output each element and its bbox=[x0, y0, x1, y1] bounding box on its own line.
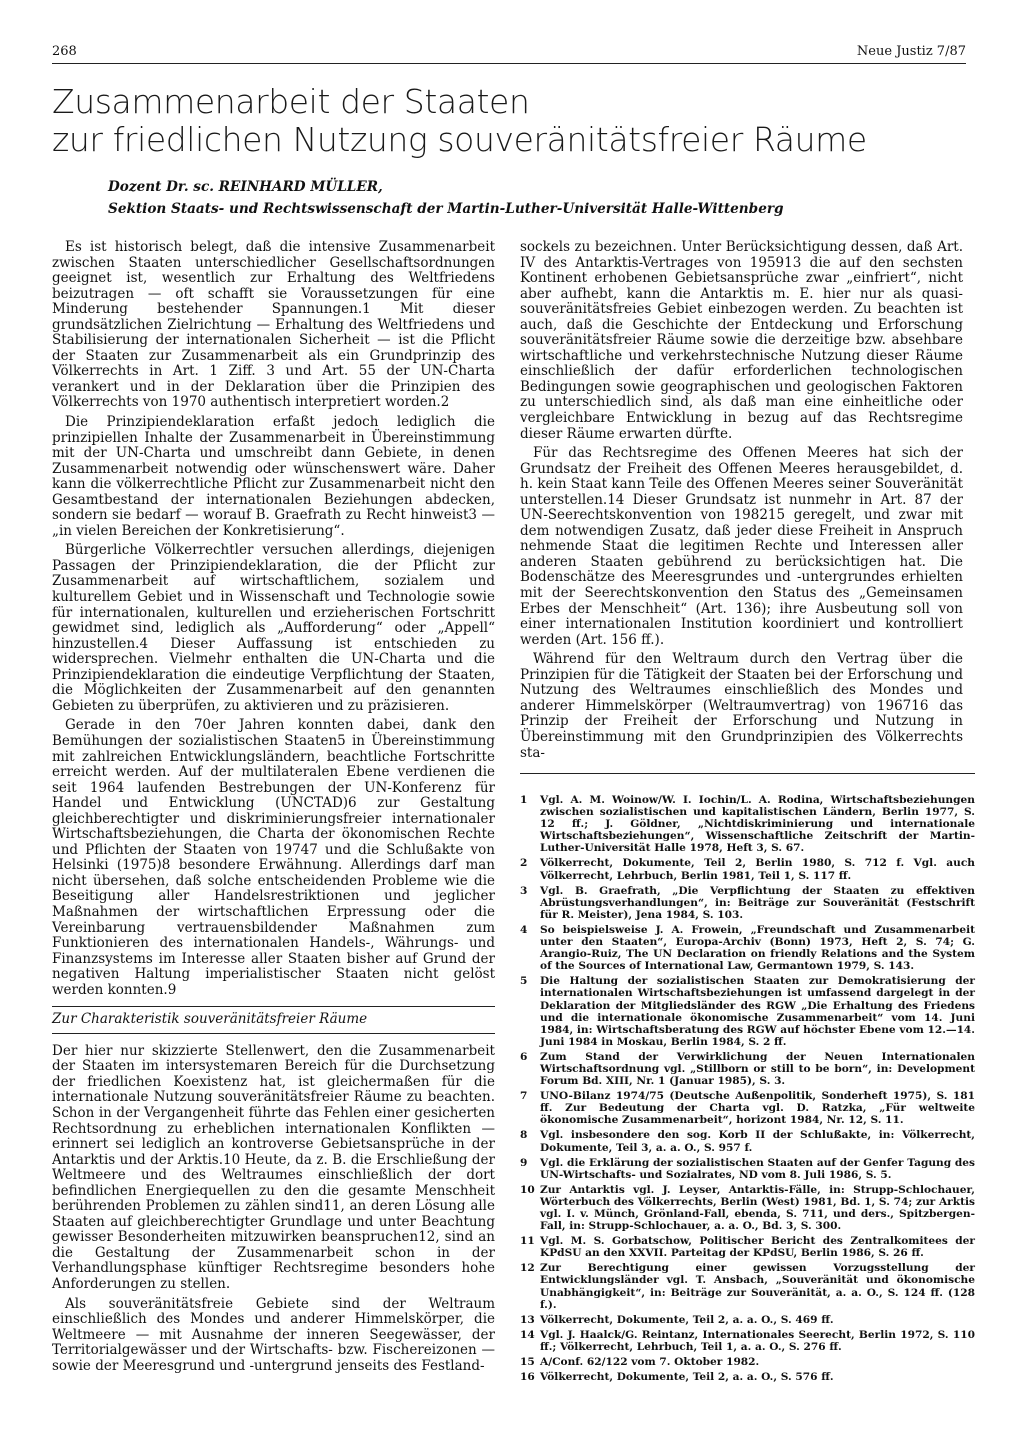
footnotes bbox=[520, 794, 975, 1386]
footnote bbox=[520, 1314, 975, 1326]
footnote-text: Völkerrecht, Dokumente, Teil 2, a. a. O., S. 469 ff. bbox=[540, 1313, 834, 1326]
footnote-text: Vgl. M. S. Gorbatschow, Politischer Bericht des Zentralkomitees der KPdSU an den XXVII. Parteitag der KPdSU, Berlin 1986, S. 26 ff. bbox=[540, 1235, 975, 1260]
title-line-1: Zusammenarbeit der Staaten bbox=[52, 82, 530, 121]
right-column bbox=[520, 240, 963, 765]
footnote-number: 15 bbox=[520, 1356, 535, 1369]
footnote bbox=[520, 1051, 975, 1087]
left-column bbox=[52, 240, 495, 1378]
footnote bbox=[520, 857, 975, 881]
title-line-2: zur friedlichen Nutzung souveränitätsfreier Räume bbox=[52, 120, 867, 159]
footnote-number: 1 bbox=[520, 794, 528, 806]
footnote-text: Völkerrecht, Dokumente, Teil 2, Berlin 1980, S. 712 f. Vgl. auch Völkerrecht, Lehrbuch, Berlin 1981, Teil 1, S. 117 ff. bbox=[540, 857, 975, 882]
footnote-text: Vgl. A. M. Woinow/W. I. Iochin/L. A. Rodina, Wirtschaftsbeziehungen zwischen sozialistischen und kapitalistischen Ländern, Berlin 1977, S. 12 ff.; J. Göldner, „Nichtdiskriminierung und internationale Wirtschaftsbeziehungen“, Wissenschaftliche Zeitschrift der Martin-Luther-Universität Halle 1978, Heft 3, S. 67. bbox=[540, 794, 975, 855]
footnote-number: 4 bbox=[520, 923, 528, 936]
paragraph: Es ist historisch belegt, daß die intensive Zusammenarbeit zwischen Staaten unterschiedlicher Gesellschaftsordnungen geeignet ist, wesentlich zur Erhaltung des Weltfriedens beizutragen — oft schafft sie Voraussetzungen für eine Minderung bestehender Spannungen.1 Mit dieser grundsätzlichen Zielrichtung — Erhaltung des Weltfriedens und Stabilisierung der internationalen Sicherheit — ist die Pflicht der Staaten zur Zusammenarbeit als ein Grundprinzip des Völkerrechts in Art. 1 Ziff. 3 und Art. 55 der UN-Charta verankert und in der Deklaration über die Prinzipien des Völkerrechts von 1970 authentisch interpretiert worden.2 bbox=[52, 239, 495, 411]
paragraph: Für das Rechtsregime des Offenen Meeres hat sich der Grundsatz der Freiheit des Offenen Meeres herausgebildet, d. h. kein Staat kann Teile des Offenen Meeres seiner Souveränität unterstellen.14 Dieser Grundsatz ist nunmehr in Art. 87 der UN-Seerechtskonvention von 198215 geregelt, und zwar mit dem notwendigen Zusatz, daß jeder diese Freiheit in Anspruch nehmende Staat die legitimen Rechte und Interessen aller anderen Staaten gebührend zu berücksichtigen hat. Die Bodenschätze des Meeresgrundes und -untergrundes erhielten mit der Seerechtskonvention den Status des „Gemeinsamen Erbes der Menschheit“ (Art. 136); ihre Ausbeutung soll von einer internationalen Institution koordiniert und kontrolliert werden (Art. 156 ff.). bbox=[520, 445, 963, 648]
page-number: 268 bbox=[52, 44, 77, 59]
journal-issue: Neue Justiz 7/87 bbox=[856, 44, 966, 59]
footnote-number: 6 bbox=[520, 1050, 528, 1063]
paragraph: Bürgerliche Völkerrechtler versuchen allerdings, diejenigen Passagen der Prinzipiendeklaration, die der Pflicht zur Zusammenarbeit auf wirtschaftlichem, sozialem und kulturellem Gebiet und in Wissenschaft und Technologie sowie für internationalen, kulturellen und erzieherischen Fortschritt gewidmet sind, lediglich als „Aufforderung“ oder „Appell“ hinzustellen.4 Dieser Auffassung ist entschieden zu widersprechen. Vielmehr enthalten die UN-Charta und die Prinzipiendeklaration die eindeutige Verpflichtung der Staaten, die Möglichkeiten der Zusammenarbeit auf den genannten Gebieten zu überprüfen, zu aktivieren und zu präzisieren. bbox=[52, 542, 495, 714]
footnote bbox=[520, 1329, 975, 1353]
paragraph: sockels zu bezeichnen. Unter Berücksichtigung dessen, daß Art. IV des Antarktis-Vertrages von 195913 die auf den sechsten Kontinent erhobenen Gebietsansprüche zwar „einfriert“, nicht aber aufhebt, kann die Antarktis m. E. hier nur als quasi-souveränitätsfreies Gebiet einbezogen werden. Zu beachten ist auch, daß die Geschichte der Entdeckung und Erforschung souveränitätsfreier Räume sowie die derzeitige bzw. absehbare wirtschaftliche und verkehrstechnische Nutzung dieser Räume einschließlich der dafür erforderlichen technologischen Bedingungen sowie geographischen und geologischen Faktoren zu unterschiedlich sind, als daß man eine einheitliche oder vergleichbare Entwicklung in bezug auf das Rechtsregime dieser Räume erwarten dürfte. bbox=[520, 239, 963, 442]
footnote-number: 9 bbox=[520, 1156, 528, 1169]
page-header bbox=[52, 44, 966, 68]
author-block bbox=[108, 176, 784, 220]
article-title bbox=[52, 83, 952, 159]
footnote bbox=[520, 1371, 975, 1383]
footnote-text: Die Haltung der sozialistischen Staaten zur Demokratisierung der internationalen Wirtschaftsbeziehungen ist umfassend dargelegt in der Deklaration der Mitgliedsländer des RGW „Die Erhaltung des Friedens und die internationale ökonomische Zusammenarbeit“ vom 14. Juni 1984, in: Wirtschaftsberatung des RGW auf höchster Ebene vom 12.—14. Juni 1984 in Moskau, Berlin 1984, S. 2 ff. bbox=[540, 975, 975, 1048]
footnote-number: 2 bbox=[520, 857, 528, 870]
footnote bbox=[520, 1129, 975, 1153]
footnote-text: Zum Stand der Verwirklichung der Neuen Internationalen Wirtschaftsordnung vgl. „Stillborn or still to be born“, in: Development Forum Bd. XIII, Nr. 1 (Januar 1985), S. 3. bbox=[540, 1050, 975, 1088]
footnote bbox=[520, 1184, 975, 1232]
author-affiliation: Sektion Staats- und Rechtswissenschaft der Martin-Luther-Universität Halle-Wittenberg bbox=[108, 201, 784, 217]
footnote-text: Zur Antarktis vgl. J. Leyser, Antarktis-Fälle, in: Strupp-Schlochauer, Wörterbuch des Völkerrechts, Berlin (West) 1981, Bd. 1, S. 74; zur Arktis vgl. I. v. Münch, Grönland-Fall, ebenda, S. 711, und ders., Spitzbergen-Fall, in: Strupp-Schlochauer, a. a. O., Bd. 3, S. 300. bbox=[540, 1183, 975, 1233]
paragraph: Der hier nur skizzierte Stellenwert, den die Zusammenarbeit der Staaten im intersystemaren Bereich für die Durchsetzung der friedlichen Koexistenz hat, ist gleichermaßen für die internationale Nutzung souveränitätsfreier Räume zu beachten. Schon in der Vergangenheit führte das Fehlen einer gesicherten Rechtsordnung zu erheblichen internationalen Konflikten — erinnert sei lediglich an kontroverse Gebietsansprüche in der Antarktis und der Arktis.10 Heute, da z. B. die Erschließung der Weltmeere und des Weltraumes einschließlich der dort befindlichen Energiequellen zu den die gesamte Menschheit berührenden Problemen zu zählen sind11, an deren Lösung alle Staaten auf gleichberechtigter Grundlage und unter Beachtung gewisser Besonderheiten mitzuwirken beanspruchen12, sind an die Gestaltung der Zusammenarbeit schon in der Verhandlungsphase künftiger Rechtsregime besonders hohe Anforderungen zu stellen. bbox=[52, 1042, 495, 1292]
footnote-text: Zur Berechtigung einer gewissen Vorzugsstellung der Entwicklungsländer vgl. T. Ansbach, „Souveränität und ökonomische Unabhängigkeit“, in: Beiträge zur Souveränität, a. a. O., S. 124 ff. (128 f.). bbox=[540, 1262, 975, 1311]
paragraph: Als souveränitätsfreie Gebiete sind der Weltraum einschließlich des Mondes und anderer Himmelskörper, die Weltmeere — mit Ausnahme der inneren Seegewässer, der Territorialgewässer und der Wirtschafts- bzw. Fischereizonen — sowie der Meeresgrund und -untergrund jenseits des Festland- bbox=[52, 1295, 495, 1374]
paragraph: Die Prinzipiendeklaration erfaßt jedoch lediglich die prinzipiellen Inhalte der Zusammenarbeit in Übereinstimmung mit der UN-Charta und umschreibt dann Gebiete, in denen Zusammenarbeit notwendig oder wünschenswert wäre. Daher kann die völkerrechtliche Pflicht zur Zusammenarbeit nicht den Gesamtbestand der internationalen Beziehungen abdecken, sondern sie bedarf — worauf B. Graefrath zu Recht hinweist3 — „in vielen Bereichen der Konkretisierung“. bbox=[52, 414, 495, 539]
paragraph: Gerade in den 70er Jahren konnten dabei, dank den Bemühungen der sozialistischen Staaten5 in Übereinstimmung mit zahlreichen Entwicklungsländern, beachtliche Fortschritte erreicht werden. Auf der multilateralen Ebene verdienen die seit 1964 laufenden Bestrebungen der UN-Konferenz für Handel und Entwicklung (UNCTAD)6 zur Gestaltung gleichberechtigter und diskriminierungsfreier internationaler Wirtschaftsbeziehungen, die Charta der ökonomischen Rechte und Pflichten der Staaten von 19747 und die Schlußakte von Helsinki (1975)8 besondere Erwähnung. Allerdings darf man nicht übersehen, daß solche entscheidenden Probleme wie die Beseitigung aller Handelsrestriktionen und jeglicher Maßnahmen der wirtschaftlichen Erpressung oder die Vereinbarung vertrauensbildender Maßnahmen zum Funktionieren des internationalen Handels-, Währungs- und Finanzsystems im Interesse aller Staaten bisher auf Grund der negativen Haltung imperialistischer Staaten nicht gelöst werden konnten.9 bbox=[52, 717, 495, 998]
footnote bbox=[520, 1157, 975, 1181]
footnote bbox=[520, 975, 975, 1048]
footnote-number: 14 bbox=[520, 1328, 535, 1341]
footnote-number: 12 bbox=[520, 1262, 535, 1275]
footnote bbox=[520, 885, 975, 921]
footnote bbox=[520, 794, 975, 854]
footnote-number: 10 bbox=[520, 1183, 535, 1196]
footnote-text: A/Conf. 62/122 vom 7. Oktober 1982. bbox=[540, 1356, 760, 1369]
footnote-number: 13 bbox=[520, 1313, 535, 1326]
header-rule bbox=[52, 63, 966, 64]
footnote bbox=[520, 1356, 975, 1368]
footnote-number: 3 bbox=[520, 884, 528, 897]
footnote bbox=[520, 1090, 975, 1126]
footnote-text: So beispielsweise J. A. Frowein, „Freundschaft und Zusammenarbeit unter den Staaten“, Europa-Archiv (Bonn) 1973, Heft 2, S. 74; G. Arangio-Ruiz, The UN Declaration on friendly Relations and the System of the Sources of International Law, Germantown 1979, S. 143. bbox=[540, 923, 975, 973]
footnote-number: 7 bbox=[520, 1090, 528, 1103]
section-heading: Zur Charakteristik souveränitätsfreier Räume bbox=[52, 1006, 495, 1034]
footnote bbox=[520, 1262, 975, 1310]
author-name: Dozent Dr. sc. REINHARD MÜLLER, bbox=[108, 179, 383, 195]
footnote-number: 5 bbox=[520, 975, 528, 988]
footnote-number: 11 bbox=[520, 1235, 535, 1248]
footnote-text: UNO-Bilanz 1974/75 (Deutsche Außenpolitik, Sonderheft 1975), S. 181 ff. Zur Bedeutung der Charta vgl. D. Ratzka, „Für weltweite ökonomische Zusammenarbeit“, horizont 1984, Nr. 12, S. 11. bbox=[540, 1090, 975, 1127]
footnote-number: 16 bbox=[520, 1371, 535, 1384]
footnote-text: Vgl. die Erklärung der sozialistischen Staaten auf der Genfer Tagung des UN-Wirtschafts- und Sozialrates, ND vom 8. Juli 1986, S. 5. bbox=[540, 1156, 975, 1181]
footnote-text: Vgl. B. Graefrath, „Die Verpflichtung der Staaten zu effektiven Abrüstungsverhandlungen“, in: Beiträge zur Souveränität (Festschrift für R. Meister), Jena 1984, S. 103. bbox=[540, 884, 975, 921]
footnote bbox=[520, 1235, 975, 1259]
footnote-rule bbox=[520, 773, 975, 774]
footnote-text: Völkerrecht, Dokumente, Teil 2, a. a. O., S. 576 ff. bbox=[540, 1371, 834, 1384]
footnote bbox=[520, 924, 975, 972]
footnote-text: Vgl. J. Haalck/G. Reintanz, Internationales Seerecht, Berlin 1972, S. 110 ff.; Völkerrecht, Lehrbuch, Teil 1, a. a. O., S. 276 ff. bbox=[540, 1328, 975, 1353]
paragraph: Während für den Weltraum durch den Vertrag über die Prinzipien für die Tätigkeit der Staaten bei der Erforschung und Nutzung des Weltraumes einschließlich des Mondes und anderer Himmelskörper (Weltraumvertrag) von 196716 das Prinzip der Freiheit der Erforschung und Nutzung in Übereinstimmung mit den Grundprinzipien des Völkerrechts sta- bbox=[520, 651, 963, 761]
footnote-number: 8 bbox=[520, 1129, 528, 1142]
footnote-text: Vgl. insbesondere den sog. Korb II der Schlußakte, in: Völkerrecht, Dokumente, Teil 3, a. a. O., S. 957 f. bbox=[540, 1129, 975, 1154]
